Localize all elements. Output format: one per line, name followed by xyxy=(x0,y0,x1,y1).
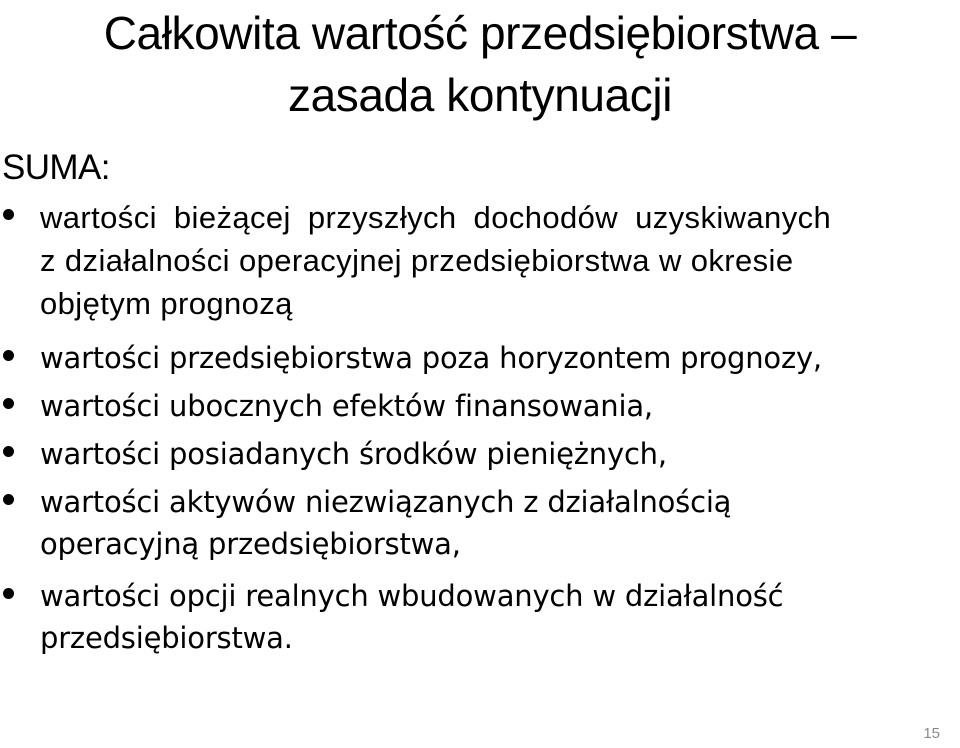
bullet-dot-icon xyxy=(3,588,14,599)
slide-title-line-2: zasada kontynuacji xyxy=(287,69,673,121)
bullet-item-current-income xyxy=(0,196,960,325)
bullet-line: operacyjną przedsiębiorstwa, xyxy=(40,527,461,561)
bullet-item-real-options xyxy=(0,575,960,659)
bullet-line: przedsiębiorstwa. xyxy=(40,621,293,655)
slide-title-line-1: Całkowita wartość przedsiębiorstwa – xyxy=(103,7,857,59)
bullet-line: objętym prognozą xyxy=(40,286,293,321)
bullet-list xyxy=(0,196,960,673)
bullet-line: z działalności operacyjnej przedsiębiorstwa w okresie xyxy=(40,243,794,278)
bullet-item-beyond-horizon xyxy=(0,337,960,379)
slide-title xyxy=(0,2,960,126)
page-number: 15 xyxy=(923,725,940,742)
bullet-item-cash xyxy=(0,433,960,475)
bullet-dot-icon xyxy=(3,209,14,220)
bullet-dot-icon xyxy=(3,398,14,409)
bullet-line: wartości przedsiębiorstwa poza horyzontem prognozy, xyxy=(40,341,822,375)
bullet-dot-icon xyxy=(3,446,14,457)
bullet-line: wartości ubocznych efektów finansowania, xyxy=(40,389,653,423)
bullet-line: wartości posiadanych środków pieniężnych, xyxy=(40,437,667,471)
sum-label: SUMA: xyxy=(2,148,110,187)
bullet-dot-icon xyxy=(3,494,14,505)
bullet-item-financing-effects xyxy=(0,385,960,427)
bullet-line: wartości bieżącej przyszłych dochodów uzyskiwanych xyxy=(40,200,832,235)
bullet-item-non-operating-assets xyxy=(0,481,960,565)
bullet-dot-icon xyxy=(3,350,14,361)
bullet-line: wartości aktywów niezwiązanych z działalnością xyxy=(40,485,732,519)
bullet-line: wartości opcji realnych wbudowanych w działalność xyxy=(40,579,784,613)
